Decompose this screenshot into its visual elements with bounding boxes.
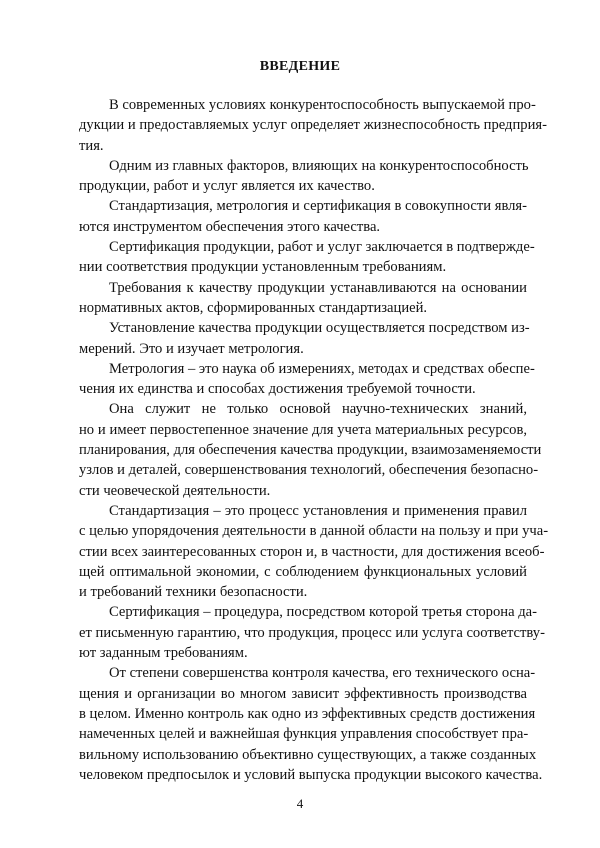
paragraph-line: ют заданным требованиям. [79, 645, 248, 662]
paragraph-line: В современных условиях конкурентоспособность выпускаемой про- [109, 97, 536, 113]
paragraph [79, 95, 547, 156]
paragraph-line: планирования, для обеспечения качества продукции, взаимозаменяемости [79, 442, 542, 459]
paragraph-line: Требования к качеству продукции устанавливаются на основании [109, 279, 527, 296]
paragraph-line: нии соответствия продукции установленным требованиям. [79, 259, 447, 276]
paragraph-line: Метрология – это наука об измерениях, методах и средствах обеспе- [109, 360, 535, 377]
paragraph [79, 501, 549, 602]
paragraph-line: вильному использованию объективно существующих, а также созданных [79, 746, 537, 763]
paragraph [79, 237, 535, 278]
paragraph [79, 663, 543, 785]
paragraph-line: Одним из главных факторов, влияющих на конкурентоспособность [109, 157, 529, 174]
paragraph-line: щения и организации во многом зависит эффективность производства [79, 685, 527, 702]
paragraph-line: Установление качества продукции осуществляется посредством из- [109, 320, 530, 337]
paragraph [79, 399, 542, 500]
paragraph-line: узлов и деталей, совершенствования технологий, обеспечения безопасно- [79, 462, 539, 479]
paragraph-line: стии всех заинтересованных сторон и, в частности, для достижения всеоб- [79, 543, 545, 560]
paragraph-line: чения их единства и способах достижения требуемой точности. [79, 381, 476, 398]
paragraph-line: От степени совершенства контроля качества, его технического осна- [109, 665, 536, 682]
paragraph-line: и требований техники безопасности. [79, 584, 308, 601]
page-title: ВВЕДЕНИЕ [259, 59, 341, 74]
paragraph-line: дукции и предоставляемых услуг определяет жизнеспособность предприя- [79, 117, 547, 134]
paragraph-line: в целом. Именно контроль как одно из эффективных средств достижения [79, 705, 536, 722]
paragraph-line: нормативных актов, сформированных стандартизацией. [79, 299, 428, 316]
paragraph-line: щей оптимальной экономии, с соблюдением функциональных условий [79, 563, 527, 580]
paragraph [79, 156, 527, 197]
paragraph [79, 318, 530, 359]
paragraph-line: сти чеовеческой деятельности. [79, 482, 271, 499]
paragraph [79, 602, 545, 663]
paragraph-line: ет письменную гарантию, что продукция, процесс или услуга соответству- [79, 624, 545, 641]
paragraph-line: но и имеет первостепенное значение для учета материальных ресурсов, [79, 421, 527, 438]
paragraph [79, 359, 535, 400]
paragraph-line: человеком предпосылок и условий выпуска продукции высокого качества. [79, 766, 543, 783]
paragraph-line: Сертификация продукции, работ и услуг заключается в подтвержде- [109, 239, 535, 256]
paragraph-line: Стандартизация, метрология и сертификация в совокупности явля- [109, 198, 527, 215]
paragraph [79, 196, 527, 237]
paragraph-line: Она служит не только основой научно-технических знаний, [109, 401, 527, 418]
paragraph-line: продукции, работ и услуг является их качество. [79, 178, 375, 195]
paragraph-line: намеченных целей и важнейшая функция управления способствует пра- [79, 726, 529, 743]
paragraph [79, 278, 527, 319]
paragraph-line: Стандартизация – это процесс установления и применения правил [109, 502, 527, 519]
paragraph-line: с целью упорядочения деятельности в данной области на пользу и при уча- [79, 523, 549, 540]
page-number: 4 [296, 796, 304, 811]
paragraph-line: тия. [79, 137, 104, 154]
paragraph-line: мерений. Это и изучает метрология. [79, 340, 304, 357]
paragraph-line: Сертификация – процедура, посредством которой третья сторона да- [109, 604, 537, 621]
paragraph-line: ются инструментом обеспечения этого качества. [79, 218, 381, 235]
body-text [79, 95, 549, 785]
